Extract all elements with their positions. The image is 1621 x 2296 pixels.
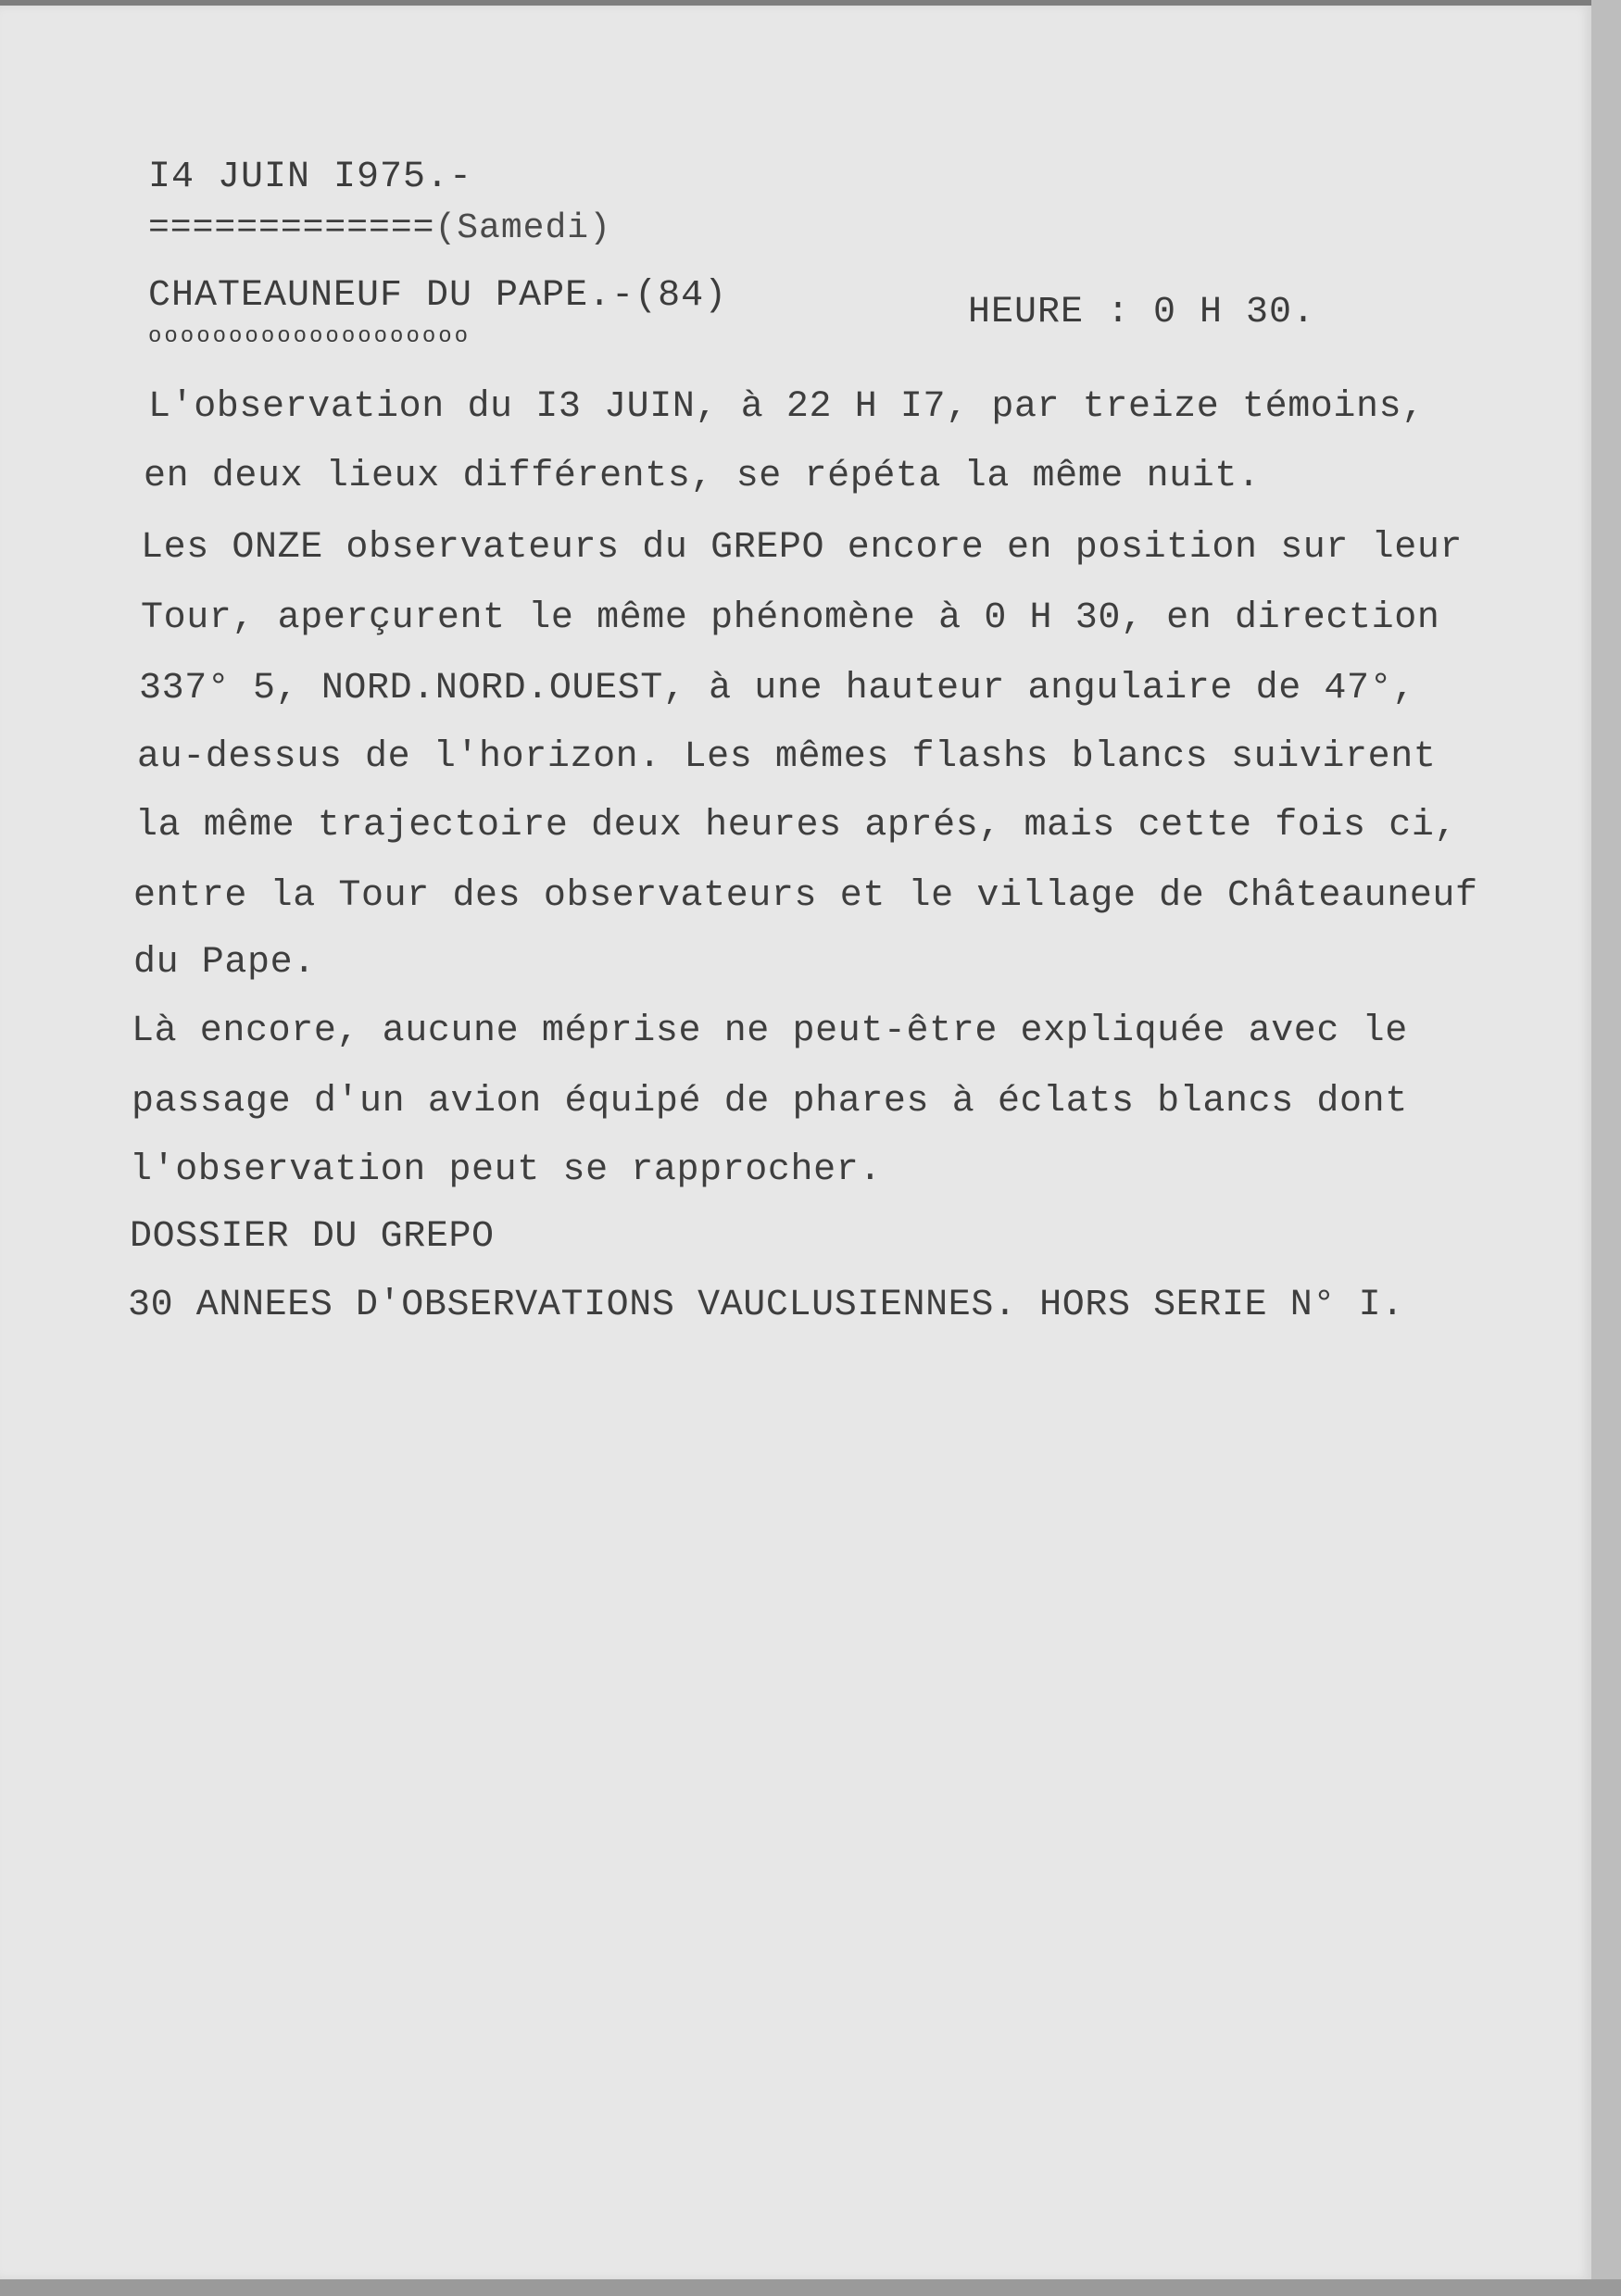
report-place: CHATEAUNEUF DU PAPE.-(84) <box>148 275 728 317</box>
text-line: en deux lieux différents, se répéta la même nuit. <box>144 456 1261 497</box>
scanner-edge <box>1591 0 1621 2296</box>
weekday: (Samedi) <box>434 208 611 248</box>
text-line: entre la Tour des observateurs et le village de Châteauneuf <box>133 875 1478 917</box>
report-date: I4 JUIN I975.- <box>148 157 473 198</box>
place-underline: oooooooooooooooooooo <box>148 324 471 349</box>
scanner-bottom-edge <box>0 2279 1621 2296</box>
source-line: DOSSIER DU GREPO <box>130 1216 495 1258</box>
text-line: Tour, aperçurent le même phénomène à 0 H 30, en direction <box>141 597 1440 639</box>
text-line: L'observation du I3 JUIN, à 22 H I7, par treize témoins, <box>148 386 1425 428</box>
text-line: la même trajectoire deux heures aprés, mais cette fois ci, <box>135 805 1458 847</box>
publication-line: 30 ANNEES D'OBSERVATIONS VAUCLUSIENNES. HORS SERIE N° I. <box>128 1285 1404 1326</box>
text-line: au-dessus de l'horizon. Les mêmes flashs blancs suivirent <box>137 736 1437 778</box>
text-line: 337° 5, NORD.NORD.OUEST, à une hauteur angulaire de 47°, <box>139 668 1415 709</box>
text-line: l'observation peut se rapprocher. <box>130 1149 882 1191</box>
text-line: Les ONZE observateurs du GREPO encore en position sur leur <box>141 527 1464 569</box>
report-time: HEURE : 0 H 30. <box>968 292 1316 333</box>
date-underline <box>148 208 611 248</box>
date-underline-marks: ============= <box>148 208 435 248</box>
text-line: passage d'un avion équipé de phares à éclats blancs dont <box>132 1081 1408 1123</box>
text-line: du Pape. <box>133 942 316 984</box>
text-line: Là encore, aucune méprise ne peut-être expliquée avec le <box>132 1010 1408 1052</box>
